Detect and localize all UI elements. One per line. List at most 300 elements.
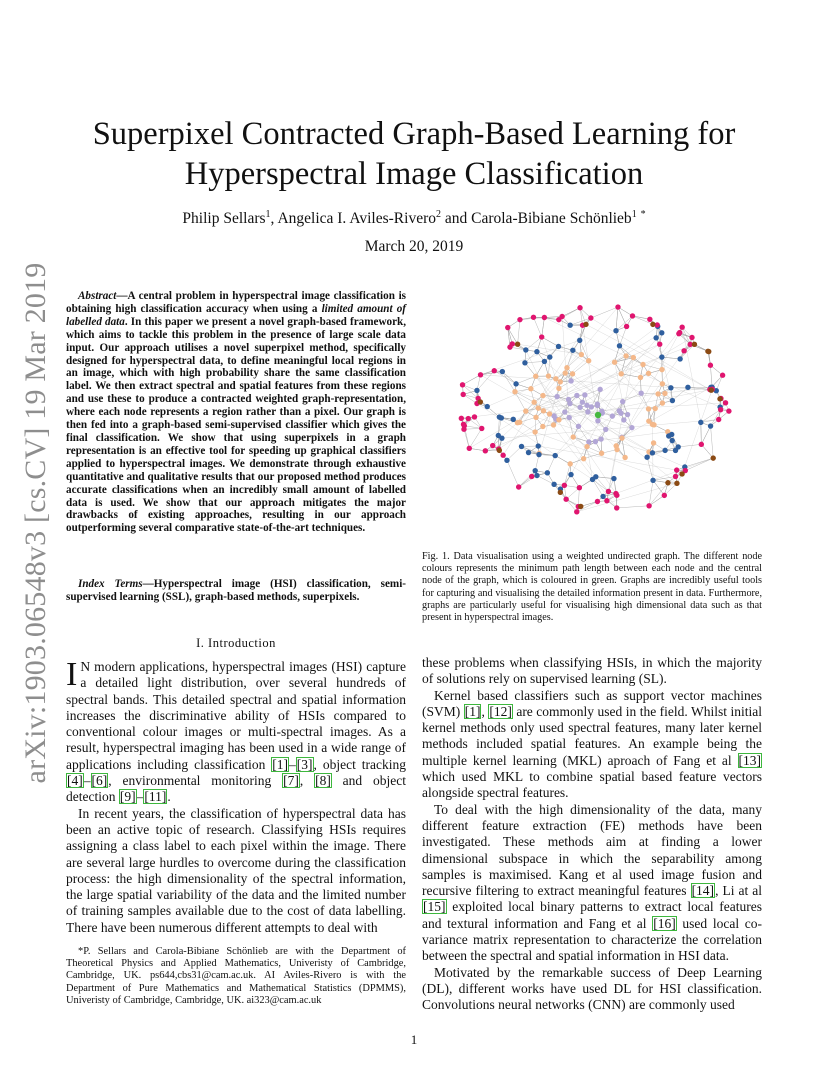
graph-node [500, 369, 505, 374]
graph-node [556, 386, 561, 391]
graph-node [646, 406, 651, 411]
graph-node [459, 416, 464, 421]
graph-node [717, 396, 722, 401]
graph-node [567, 461, 572, 466]
intro-paragraph-2: In recent years, the classification of hyperspectral data has been an active topic of research. Classifying HSIs requires assigning a class label to each pixel within the image. There are several large hurdles to overcome during the classification process: the high dimensionality of the spectral information, the large spatial variability of the data and the limited number of training samples available due to the cost of data labelling. There have been numerous different attempts to deal with [66, 805, 406, 935]
graph-node [558, 490, 563, 495]
graph-node [578, 504, 583, 509]
graph-node [497, 414, 502, 419]
graph-node [669, 432, 674, 437]
author-2-affil: 2 [435, 209, 441, 220]
graph-node [483, 448, 488, 453]
graph-node [479, 426, 484, 431]
graph-node [516, 484, 521, 489]
graph-node [523, 347, 528, 352]
comma: , [299, 773, 315, 789]
graph-node [553, 376, 558, 381]
graph-node [571, 434, 576, 439]
drop-cap: I [66, 656, 78, 693]
graph-edge [701, 422, 702, 444]
graph-node [559, 314, 564, 319]
graph-node [533, 468, 538, 473]
graph-node [490, 443, 495, 448]
graph-node [652, 406, 657, 411]
graph-node [624, 324, 629, 329]
graph-node [504, 458, 509, 463]
graph-edge [593, 479, 609, 491]
graph-node [536, 443, 541, 448]
paragraph-text: and object detection [66, 773, 406, 805]
graph-node [593, 439, 598, 444]
citation-link[interactable]: [9] [119, 789, 136, 805]
graph-node [597, 387, 602, 392]
graph-node [708, 363, 713, 368]
graph-node [497, 448, 502, 453]
graph-node [651, 440, 656, 445]
citation-link[interactable]: [1] [272, 756, 289, 772]
graph-node [662, 448, 667, 453]
intro-left-column [66, 656, 407, 936]
citation-link[interactable]: [15] [423, 899, 446, 915]
graph-node [547, 411, 552, 416]
graph-node [631, 355, 636, 360]
graph-node [638, 390, 643, 395]
paragraph-text: exploited local binary patterns to extract local features and textural information and Fang et al [422, 899, 762, 931]
graph-node [709, 388, 714, 393]
graph-node [674, 481, 679, 486]
graph-node [659, 330, 664, 335]
graph-edge [653, 480, 664, 495]
graph-node [679, 325, 684, 330]
abstract-text: —A central problem in hyperspectral image classification is obtaining high classification accuracy when using a [66, 290, 406, 315]
graph-node [659, 354, 664, 359]
graph-node [532, 429, 537, 434]
paragraph-text: N modern applications, hyperspectral images (HSI) capture a detailed light distribution, over several hundreds of spectral bands. This detailed spectral and spatial information increases the discriminative ability of HSIs compared to conventional colour images or multi-spectral images. As a result, hyperspectral imaging has been used in a wide range of applications including classification [66, 659, 406, 772]
graph-edge [591, 307, 618, 318]
graph-node [614, 447, 619, 452]
graph-node [562, 409, 567, 414]
graph-edge [593, 479, 604, 496]
graph-node [542, 315, 547, 320]
graph-node [650, 478, 655, 483]
graph-node [533, 415, 538, 420]
paragraph-text: are commonly used in the field. Whilst initial kernel methods only used spectral features, many later kernel methods included spatial features. An example being the multiple kernel learning (MKL) aproach of Fang et al [422, 703, 762, 768]
graph-node [660, 400, 665, 405]
citation-link[interactable]: [13] [738, 752, 761, 768]
graph-node [685, 385, 690, 390]
graph-node [665, 480, 670, 485]
graph-node [611, 476, 616, 481]
graph-node [478, 372, 483, 377]
graph-node [646, 371, 651, 376]
comma: , [481, 703, 489, 719]
graph-node [625, 412, 630, 417]
right-paragraph-4: Motivated by the remarkable success of Deep Learning (DL), different works have used DL for HSI classification. Convolutions neural networks (CNN) are commonly used [422, 964, 762, 1013]
paragraph-text: , Li at al [715, 883, 763, 899]
graph-node [620, 399, 625, 404]
abstract-text: . In this paper we present a novel graph-based framework, which aims to tackle this problem in the presence of large scale data input. Our approach utilises a novel superpixel method, specifically designed for hyperspectral data, to define meaningful local regions in an image, which with high probability share the same classification label. We then extract spectral and spatial features from these regions and use these to produce a contracted weighted graph-representation, where each node represents a region rather than a pixel. Our graph is then fed into a graph-based semi-supervised classifier which gives the final classification. We show that using superpixels in a graph representation is an effective tool for speeding up graphical classifiers applied to hyperspectral images. We demonstrate through exhaustive quantitative and qualitative results that our proposed method produces accurate classifications when an incredibly small amount of labelled data is used. We show that our approach mitigates the major drawbacks of existing approaches, resulting in our approach outperforming several comparative state-of-the-art techniques. [66, 315, 406, 535]
graph-node [623, 353, 628, 358]
graph-node [681, 348, 686, 353]
graph-node [606, 489, 611, 494]
graph-node [554, 394, 559, 399]
graph-edge [619, 326, 626, 345]
graph-node [593, 474, 598, 479]
graph-edge [653, 476, 675, 480]
graph-node [629, 425, 634, 430]
paragraph-text: which used MKL to combine spatial based feature vectors alongside spectral features. [422, 769, 762, 801]
graph-node [675, 444, 680, 449]
graph-node [583, 322, 588, 327]
graph-node [604, 498, 609, 503]
citation-link[interactable]: [7] [283, 773, 299, 789]
graph-edge [542, 318, 545, 338]
index-terms-label: Index Terms [78, 578, 143, 590]
section-heading: I. Introduction [196, 636, 276, 650]
author-3: Carola-Bibiane Schönlieb [471, 210, 632, 228]
graph-node [512, 389, 517, 394]
title-line-1: Superpixel Contracted Graph-Based Learning for [92, 116, 736, 152]
graph-node [466, 416, 471, 421]
graph-node [599, 451, 604, 456]
graph-node [612, 360, 617, 365]
graph-node [563, 370, 568, 375]
author-1-affil: 1 [265, 209, 271, 220]
graph-node [577, 338, 582, 343]
graph-edge [616, 316, 632, 331]
graph-edge [649, 495, 664, 505]
citation-link[interactable]: [8] [315, 773, 331, 789]
graph-edge [507, 460, 519, 487]
graph-node [655, 391, 660, 396]
citation-link[interactable]: [16] [653, 915, 676, 931]
right-paragraph-3 [422, 802, 762, 965]
arxiv-id-text: arXiv:1903.06548v3 [cs.CV] 19 Mar 2019 [19, 262, 52, 783]
graph-figure [448, 289, 760, 525]
graph-node [718, 407, 723, 412]
graph-node [640, 362, 645, 367]
graph-node [539, 334, 544, 339]
graph-node [541, 408, 546, 413]
author-3-affil: 1 [631, 209, 637, 220]
graph-edge [685, 458, 713, 467]
graph-node [638, 375, 643, 380]
range-dash: – [136, 789, 144, 805]
graph-edge [711, 426, 714, 458]
graph-node [692, 342, 697, 347]
figure-caption: Fig. 1. Data visualisation using a weighted undirected graph. The different node colours represents the minimum path length between each node and the central node of the graph, which is coloured in green. Graphs are incredibly useful tools for capturing and visualising the detailed information present in data. Furthermore, graphs are particularly useful for visualising high dimensional data such as that present in hyperspectral images. [422, 551, 762, 624]
graph-node [570, 348, 575, 353]
graph-node [505, 325, 510, 330]
graph-node [562, 483, 567, 488]
graph-node [540, 393, 545, 398]
graph-edges [461, 307, 729, 512]
author-1: Philip Sellars [182, 210, 266, 228]
graph-node [595, 418, 600, 423]
graph-node [585, 409, 590, 414]
graph-edge [520, 422, 535, 432]
graph-edge [463, 375, 481, 385]
graph-node [711, 455, 716, 460]
graph-node [566, 397, 571, 402]
graph-node [615, 304, 620, 309]
graph-node [577, 305, 582, 310]
graph-edge [573, 361, 589, 374]
graph-node [674, 467, 679, 472]
graph-node [540, 424, 545, 429]
graph-node [547, 354, 552, 359]
graph-node [618, 411, 623, 416]
graph-node [662, 493, 667, 498]
graph-node [580, 399, 585, 404]
graph-node [576, 424, 581, 429]
graph-edge [502, 372, 516, 384]
graph-node [584, 444, 589, 449]
graph-node [726, 408, 731, 413]
graph-node [689, 335, 694, 340]
paper-title [60, 114, 768, 194]
graph-edge [662, 357, 680, 359]
paragraph-text: used local co-variance matrix representation to characterize the correlation between the spectral and spatial information in HSI data. [422, 915, 763, 964]
graph-node [513, 381, 518, 386]
graph-node [588, 315, 593, 320]
graph-node [586, 358, 591, 363]
graph-node [531, 315, 536, 320]
graph-node [461, 422, 466, 427]
graph-edge [570, 404, 652, 453]
graph-edge [616, 307, 618, 331]
graph-node [517, 420, 522, 425]
graph-node [568, 472, 573, 477]
graph-node [582, 392, 587, 397]
graph-node [519, 444, 524, 449]
graph-node [581, 456, 586, 461]
author-list [60, 209, 768, 228]
author-2: Angelica I. Aviles-Rivero [277, 210, 436, 228]
graph-edge [617, 506, 649, 508]
graph-node [529, 474, 534, 479]
graph-node [617, 343, 622, 348]
graph-edge [577, 483, 677, 512]
graph-edge [548, 357, 549, 376]
range-dash: – [83, 773, 91, 789]
graph-node [499, 435, 504, 440]
graph-node [531, 400, 536, 405]
graph-node [485, 404, 490, 409]
abstract-emphasis: limited amount of labelled data [66, 302, 406, 328]
graph-node [644, 454, 649, 459]
graph-edge [526, 337, 542, 350]
graph-node [647, 317, 652, 322]
paragraph-text: Kernel based classifiers such as support vector machines (SVM) [422, 687, 762, 719]
graph-node [507, 344, 512, 349]
graph-node [574, 509, 579, 514]
corresponding-star: * [640, 209, 646, 220]
graph-edge [518, 320, 520, 345]
graph-node [522, 360, 527, 365]
range-dash: – [289, 756, 296, 772]
graph-node [564, 365, 569, 370]
graph-edge [672, 387, 688, 400]
graph-node [589, 404, 594, 409]
graph-node [570, 371, 575, 376]
graph-node [679, 471, 684, 476]
graph-node [595, 499, 600, 504]
graph-node [563, 497, 568, 502]
author-separator: and [440, 210, 472, 228]
citation-link[interactable]: [12] [489, 703, 512, 719]
graph-node [526, 450, 531, 455]
graph-node [461, 427, 466, 432]
graph-node [659, 367, 664, 372]
graph-node [699, 442, 704, 447]
graph-edge [507, 446, 522, 460]
graph-edge [494, 371, 516, 384]
graph-node [568, 378, 573, 383]
right-paragraph-2 [422, 688, 762, 802]
graph-node [614, 493, 619, 498]
graph-node [492, 368, 497, 373]
graph-node [556, 417, 561, 422]
index-terms [66, 578, 406, 604]
graph-node [650, 322, 655, 327]
graph-node [670, 398, 675, 403]
graph-edge [685, 458, 713, 470]
graph-node [577, 485, 582, 490]
abstract [66, 290, 406, 535]
graph-node [528, 386, 533, 391]
graph-node [523, 408, 528, 413]
graph-node [474, 388, 479, 393]
abstract-label: Abstract [78, 290, 117, 302]
page-number: 1 [410, 1032, 418, 1047]
citation-link[interactable]: [4] [67, 773, 83, 789]
graph-node [706, 349, 711, 354]
graph-node [586, 439, 591, 444]
graph-node [600, 494, 605, 499]
graph-node [676, 331, 681, 336]
paper-date: March 20, 2019 [364, 238, 464, 255]
graph-node [621, 417, 626, 422]
graph-node [595, 412, 601, 418]
graph-node [542, 359, 547, 364]
graph-node [677, 356, 682, 361]
graph-node [460, 392, 465, 397]
graph-node [662, 391, 667, 396]
graph-edge [547, 456, 555, 473]
graph-node [668, 385, 673, 390]
title-line-2: Hyperspectral Image Classification [184, 156, 644, 192]
graph-node [622, 455, 627, 460]
graph-node [708, 423, 713, 428]
paragraph-text: To deal with the high dimensionality of the data, many different feature extraction (FE) methods have been investigated. These methods aim at finding a lower dimensional subspace in which the separability among samples is maximised. Kang et al used image fusion and recursive filtering to extract meaningful features [422, 801, 762, 899]
graph-node [610, 413, 615, 418]
graph-edge [562, 308, 580, 317]
graph-node [567, 323, 572, 328]
graph-node [472, 414, 477, 419]
graph-node [657, 341, 662, 346]
graph-node [545, 470, 550, 475]
graph-edge [533, 317, 541, 337]
graph-node [567, 415, 572, 420]
author-separator: , [270, 210, 278, 228]
graph-node [558, 379, 563, 384]
right-column [422, 655, 762, 1014]
graph-node [720, 373, 725, 378]
graph-node [579, 352, 584, 357]
citation-link[interactable]: [3] [296, 756, 313, 772]
footnote: *P. Sellars and Carola-Bibiane Schönlieb are with the Department of Theoretical Physics and Applied Mathematics, Univeristy of Cambridge, Cambridge, UK. ps644,cbs31@cam.ac.uk. AI Aviles-Rivero is with the Department of Pure Mathematics and Mathematical Statistics (DPMMS), Univeristy of Cambridge, Cambridge, UK. ai323@cam.ac.uk [66, 946, 406, 1006]
graph-node [546, 373, 551, 378]
graph-node [536, 452, 541, 457]
graph-edge [701, 426, 710, 444]
graph-node [534, 349, 539, 354]
graph-node [653, 335, 658, 340]
citation-link[interactable]: [14] [691, 883, 715, 899]
graph-edge [682, 327, 690, 344]
graph-node [595, 403, 600, 408]
intro-paragraph-1 [66, 656, 407, 806]
graph-node [556, 344, 561, 349]
graph-node [577, 405, 582, 410]
graph-node [673, 474, 678, 479]
graph-node [574, 393, 579, 398]
graph-node [551, 482, 556, 487]
graph-edge [616, 458, 713, 493]
graph-node [646, 418, 651, 423]
graph-edge [701, 444, 713, 458]
graph-edge [502, 419, 719, 438]
graph-edge [647, 457, 653, 480]
graph-node [613, 328, 618, 333]
graph-node [698, 420, 703, 425]
citation-link[interactable]: [6] [91, 773, 108, 789]
graph-node [552, 453, 557, 458]
graph-node [517, 317, 522, 322]
graph-edge [578, 488, 579, 507]
graph-node [534, 473, 539, 478]
graph-edge [587, 447, 593, 480]
graph-node [467, 446, 472, 451]
graph-node [650, 450, 655, 455]
graph-node [511, 417, 516, 422]
graph-edge [525, 361, 544, 362]
right-paragraph-1: these problems when classifying HSIs, in which the majority of solutions rely on supervised learning (SL). [422, 655, 762, 687]
graph-node [533, 374, 538, 379]
graph-node [536, 405, 541, 410]
graph-node [716, 417, 721, 422]
graph-node [723, 400, 728, 405]
graph-node [478, 399, 483, 404]
graph-node [500, 453, 505, 458]
graph-node [460, 382, 465, 387]
graph-edge [584, 453, 602, 458]
graph-node [646, 503, 651, 508]
citation-link[interactable]: [11] [144, 789, 167, 805]
graph-node [515, 341, 520, 346]
graph-node [619, 435, 624, 440]
graph-node [551, 422, 556, 427]
graph-node [598, 436, 603, 441]
graph-edge [678, 444, 701, 447]
graph-edge [550, 403, 726, 414]
paragraph-text: , environmental monitoring [108, 773, 283, 789]
graph-node [660, 381, 665, 386]
graph-node [614, 505, 619, 510]
graph-node [670, 438, 675, 443]
arxiv-identifier [16, 262, 56, 783]
citation-link[interactable]: [1] [464, 703, 481, 719]
